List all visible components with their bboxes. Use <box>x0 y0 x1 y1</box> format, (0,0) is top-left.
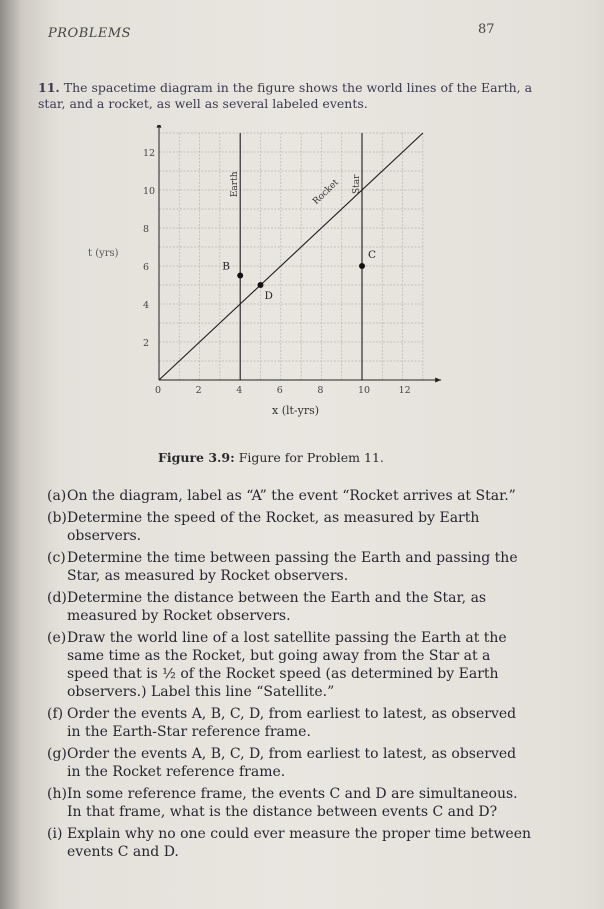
worldline-label-rocket: Rocket <box>311 177 341 207</box>
problem-intro-text: The spacetime diagram in the figure shows the world lines of the Earth, a star, and a rocket, as well as several labeled events. <box>38 80 533 111</box>
question-list <box>47 487 532 865</box>
x-axis-label: x (lt-yrs) <box>272 404 320 417</box>
question-item <box>47 785 532 821</box>
event-b-label: B <box>222 260 230 273</box>
y-tick-label: 12 <box>143 148 156 159</box>
x-tick-label: 8 <box>317 385 324 396</box>
worldline-rocket <box>159 133 423 380</box>
x-tick-label: 0 <box>155 385 162 396</box>
y-tick-label: 2 <box>143 338 150 349</box>
problem-intro <box>38 80 538 112</box>
question-item <box>47 549 532 585</box>
question-label: (b) <box>47 510 67 526</box>
event-c-marker <box>359 263 365 269</box>
question-text: Draw the world line of a lost satellite passing the Earth at the same time as the Rocket, but going away from the Star at a speed that is ½ of the Rocket speed (as determined by Earth observers.) Label this line “Satellite.” <box>67 630 507 700</box>
question-text: Determine the speed of the Rocket, as measured by Earth observers. <box>67 510 480 544</box>
event-d-marker <box>258 282 264 288</box>
figure-caption-label: Figure 3.9: <box>158 450 235 465</box>
question-item <box>47 509 532 545</box>
question-label: (g) <box>47 746 67 762</box>
worldline-label-star: Star <box>352 174 362 195</box>
y-tick-label: 6 <box>143 262 150 273</box>
question-label: (h) <box>47 786 67 802</box>
x-axis-arrow <box>435 378 441 383</box>
y-tick-label: 4 <box>143 300 150 311</box>
question-label: (e) <box>47 630 67 646</box>
question-label: (i) <box>47 826 63 842</box>
question-text: Order the events A, B, C, D, from earliest to latest, as observed in the Rocket reference frame. <box>67 746 517 780</box>
question-text: Explain why no one could ever measure the proper time between events C and D. <box>67 826 532 860</box>
x-tick-label: 10 <box>358 385 371 396</box>
event-c-label: C <box>368 249 377 261</box>
x-tick-label: 4 <box>236 385 243 396</box>
question-label: (d) <box>47 590 67 606</box>
question-item <box>47 745 532 781</box>
spacetime-diagram <box>140 125 460 400</box>
question-text: Order the events A, B, C, D, from earliest to latest, as observed in the Earth-Star reference frame. <box>67 706 517 740</box>
event-b-marker <box>237 273 243 279</box>
y-tick-label: 10 <box>143 186 156 197</box>
question-item <box>47 825 532 861</box>
question-label: (f) <box>47 706 64 722</box>
x-tick-label: 12 <box>398 385 411 396</box>
question-label: (c) <box>47 550 66 566</box>
y-axis-label: t (yrs) <box>88 248 119 259</box>
y-tick-label: 8 <box>143 224 150 235</box>
y-axis-arrow <box>157 125 162 128</box>
page-number: 87 <box>478 22 495 37</box>
figure-caption <box>158 450 384 465</box>
x-tick-label: 6 <box>276 385 283 396</box>
event-d-label: D <box>264 290 273 302</box>
figure-caption-text: Figure for Problem 11. <box>238 450 384 465</box>
question-text: Determine the time between passing the Earth and passing the Star, as measured by Rocket observers. <box>67 550 518 584</box>
x-tick-label: 2 <box>195 385 202 396</box>
question-item <box>47 629 532 701</box>
question-item <box>47 589 532 625</box>
question-label: (a) <box>47 488 67 504</box>
question-text: Determine the distance between the Earth and the Star, as measured by Rocket observers. <box>67 590 487 624</box>
problem-number: 11. <box>38 80 60 95</box>
question-text: On the diagram, label as “A” the event “Rocket arrives at Star.” <box>67 488 516 504</box>
question-item <box>47 487 532 505</box>
worldline-label-earth: Earth <box>230 171 241 198</box>
question-text: In some reference frame, the events C and D are simultaneous. In that frame, what is the distance between events C and D? <box>67 786 518 820</box>
question-item <box>47 705 532 741</box>
running-head: PROBLEMS <box>48 26 132 41</box>
